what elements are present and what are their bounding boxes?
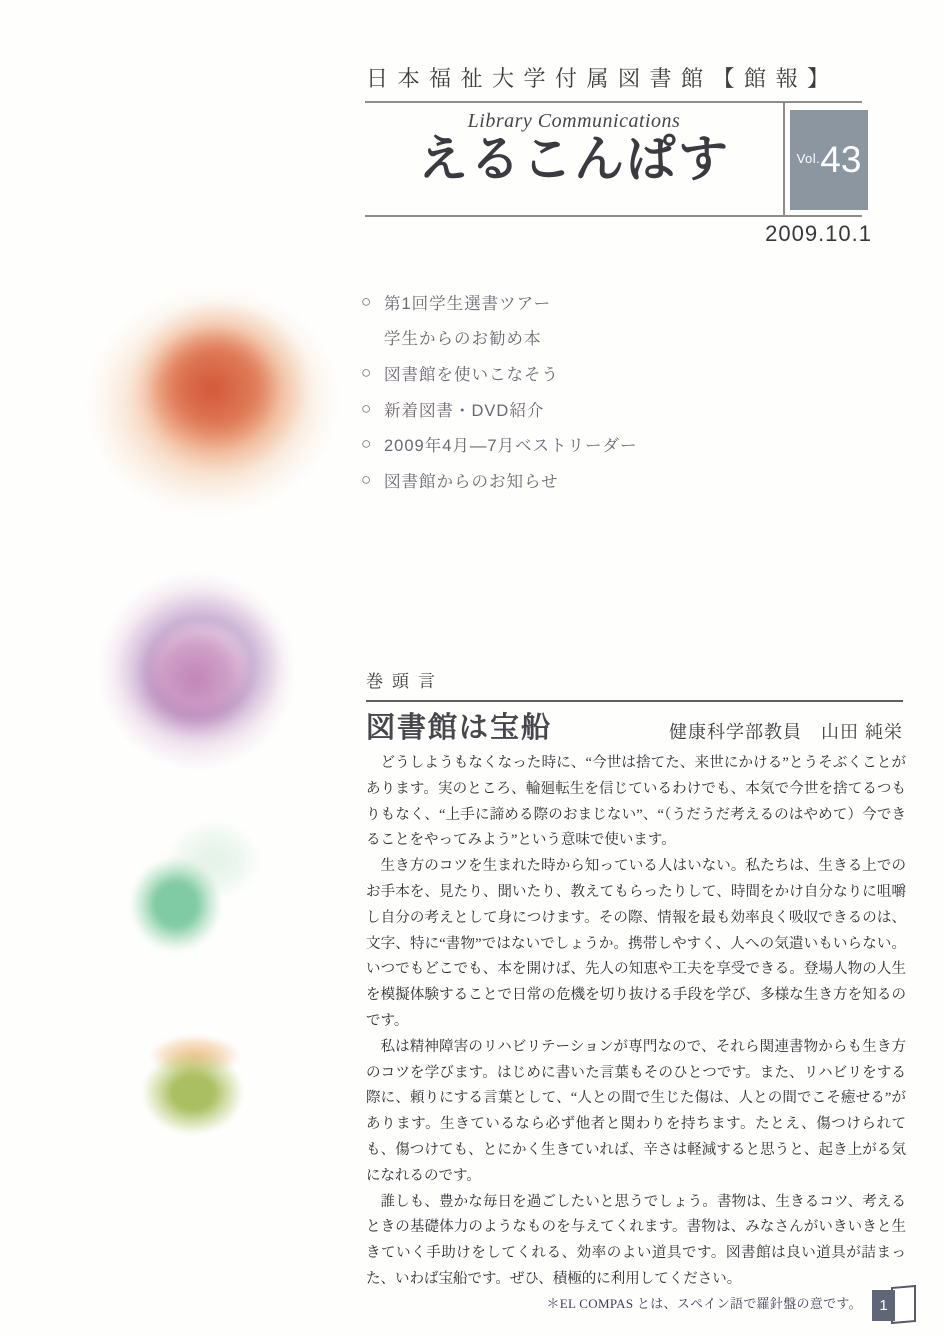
organization-title: 日本福祉大学付属図書館【館報】 — [366, 66, 839, 91]
footnote: ＊EL COMPAS とは、スペイン語で羅針盤の意です。 — [546, 1296, 862, 1311]
blob-core — [135, 622, 254, 737]
toc-label: 第1回学生選書ツアー — [384, 294, 552, 313]
section-label: 巻頭言 — [366, 672, 444, 691]
toc-item — [361, 284, 781, 320]
masthead-vertical-divider — [783, 103, 785, 215]
paragraph: 生き方のコツを生まれた時から知っている人はいない。私たちは、生きる上でのお手本を、見たり、聞いたり、教えてもらったりして、時間をかけ自分なりに咀嚼し自分の考えとして身につけます。その際、情報を最も効率良く吸収できるのは、文字、特に“書物”ではないでしょうか。携帯しやすく、人への気遣いもいらない。いつでもどこでも、本を開けば、先人の知恵や工夫を享受できる。登場人物の人生を模擬体験することで日常の危機を切り抜ける手段を学び、多様な生き方を知るのです。 — [366, 858, 906, 1029]
blob-core — [142, 1041, 244, 1134]
article-title: 図書館は宝船 — [366, 712, 553, 745]
toc-label: 新着図書・DVD紹介 — [384, 401, 545, 420]
article-author: 健康科学部教員 山田 純栄 — [669, 722, 903, 742]
toc-label: 2009年4月―7月ベストリーダー — [384, 437, 638, 456]
toc-label: 学生からのお勧め本 — [384, 330, 542, 349]
subtitle-english: Library Communications — [467, 110, 681, 132]
toc-label: 図書館からのお知らせ — [384, 472, 559, 491]
circle-bullet-icon: ○ — [361, 291, 373, 311]
circle-bullet-icon: ○ — [361, 469, 373, 489]
page-number-marker — [872, 1286, 916, 1326]
paragraph: 私は精神障害のリハビリテーションが専門なので、それら関連書物からも生き方のコツを学びます。はじめに書いた言葉もそのひとつです。また、リハビリをする際に、頼りにする言葉として、“人との間で生じた傷は、人との間でこそ癒せる”があります。生きているなら必ず他者と関わりを持ちます。たとえ、傷つけられても、傷つけても、とにかく生きていれば、辛さは軽減すると思うと、起き上がる気になれるのです。 — [366, 1038, 906, 1184]
circle-bullet-icon: ○ — [361, 434, 373, 454]
toc-item — [361, 391, 781, 427]
watercolor-blob-orange — [84, 277, 340, 517]
issue-date: 2009.10.1 — [765, 221, 872, 246]
vol-prefix: Vol. — [796, 150, 821, 166]
newsletter-title: えるこんぱす — [418, 131, 730, 187]
toc-item — [361, 320, 781, 356]
article-rule — [366, 700, 903, 702]
toc-label: 図書館を使いこなそう — [384, 365, 559, 384]
toc-item — [361, 355, 781, 391]
circle-bullet-icon: ○ — [361, 398, 373, 418]
toc-item — [361, 426, 781, 462]
article-header — [366, 704, 903, 748]
blob-core — [145, 325, 278, 457]
watercolor-blob-yellowgreen — [137, 1033, 253, 1139]
page-number: 1 — [872, 1290, 895, 1321]
paragraph: どうしようもなくなった時に、“今世は捨てた、来世にかける”とうそぶくことがあります。実のところ、輪廻転生を信じているわけでも、本気で今世を捨てるつもりもなく、“上手に諦める際のおまじない”、“（うだうだ考えるのはやめて）今できることをやってみよう”という意味で使います。 — [366, 755, 906, 849]
paragraph: 誰しも、豊かな毎日を過ごしたいと思うでしょう。書物は、生きるコツ、考えるときの基礎体力のようなものを与えてくれます。書物は、みなさんがいきいきと生きていく手助けをしてくれる、効率のよい道具です。図書館は良い道具が詰まった、いわば宝船です。ぜひ、積極的に利用してください。 — [366, 1193, 906, 1287]
vol-number: 43 — [820, 139, 862, 180]
table-of-contents — [361, 284, 781, 498]
masthead-title-block — [365, 103, 783, 215]
volume-badge — [790, 110, 868, 210]
watercolor-blob-purple — [98, 572, 304, 770]
circle-bullet-icon: ○ — [361, 362, 373, 382]
watercolor-blob-green — [127, 818, 269, 958]
blob-core — [130, 857, 232, 952]
toc-item — [361, 462, 781, 498]
masthead-bottom-rule — [365, 215, 862, 217]
article-body — [366, 751, 906, 1293]
